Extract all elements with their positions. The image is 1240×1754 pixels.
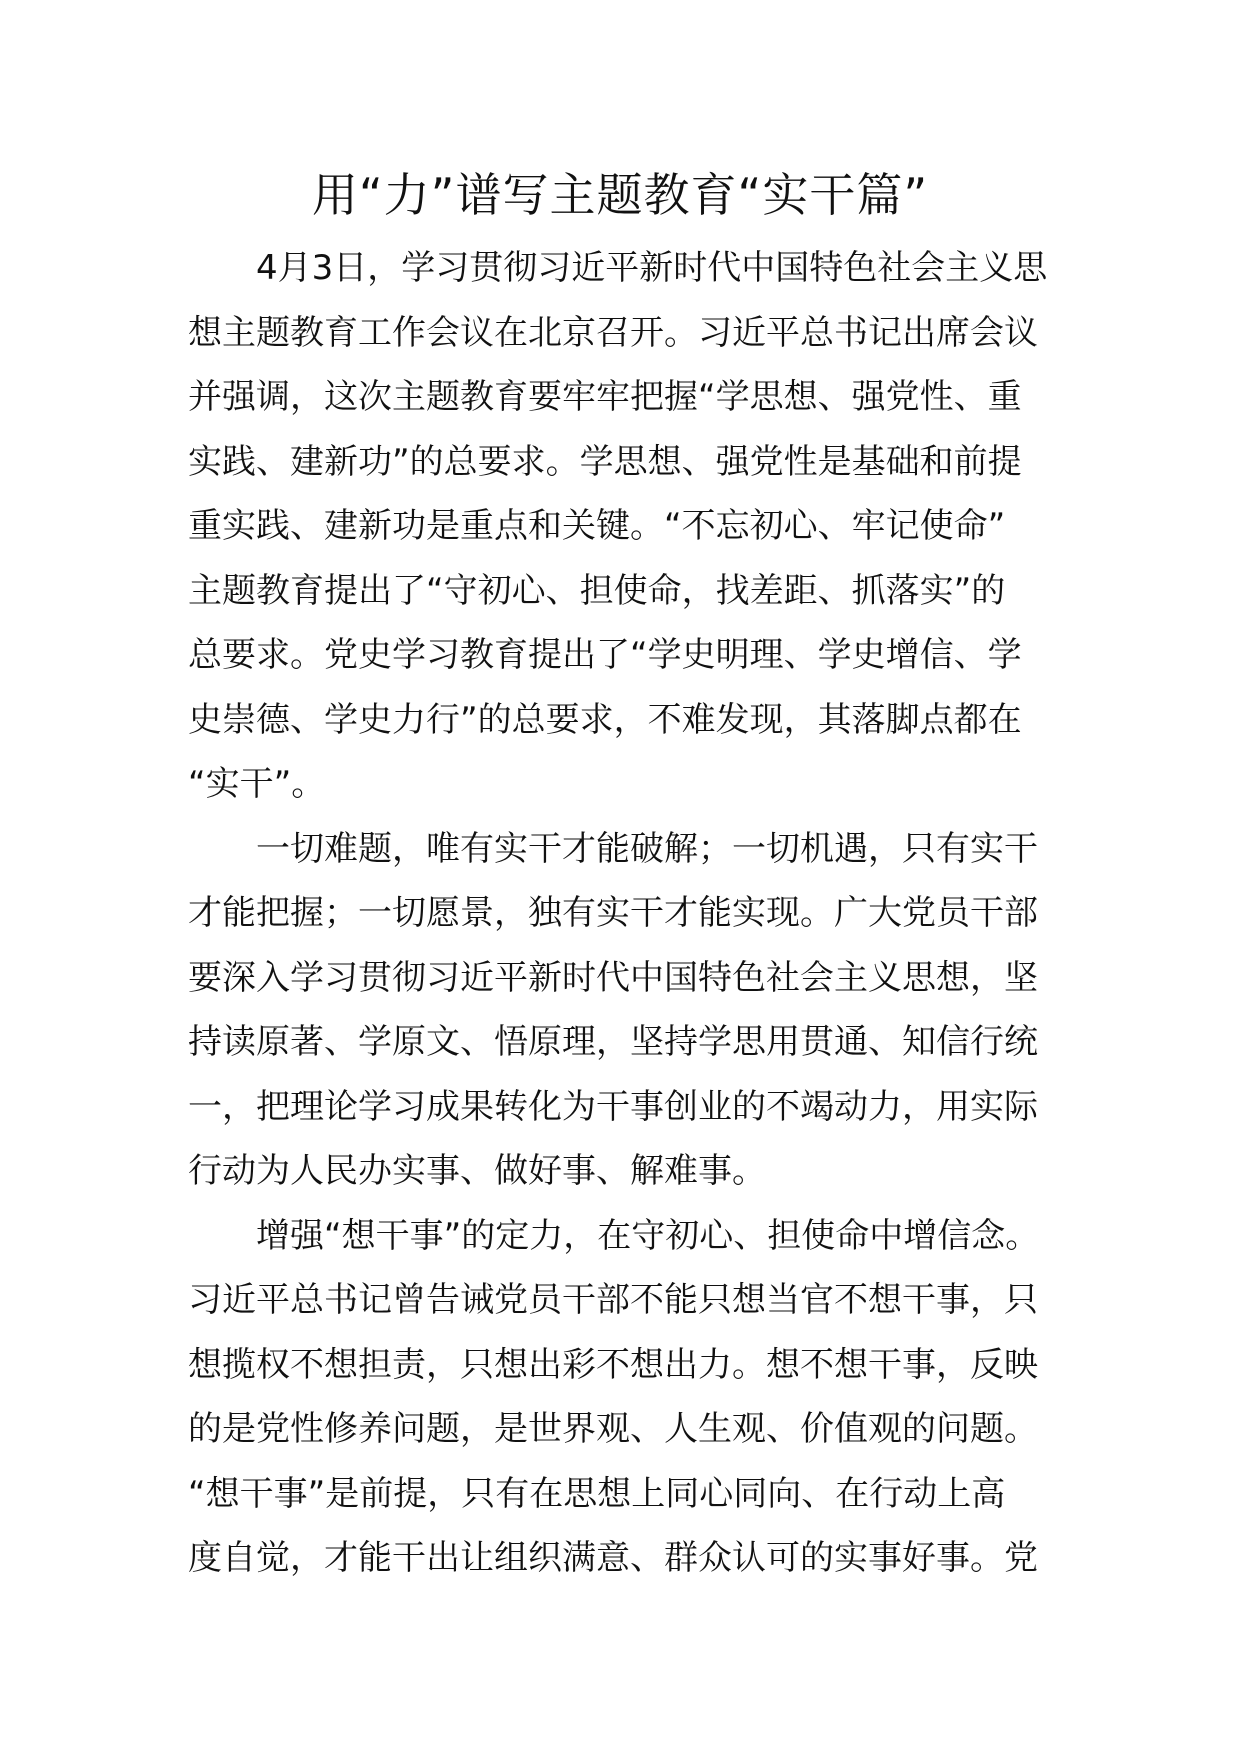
paragraph-line: 4月3日，学习贯彻习近平新时代中国特色社会主义思: [256, 248, 1048, 288]
paragraph-line: 要深入学习贯彻习近平新时代中国特色社会主义思想，坚: [188, 957, 1038, 998]
paragraph-line: 想主题教育工作会议在北京召开。习近平总书记出席会议: [188, 312, 1038, 353]
paragraph-line: “想干事”是前提，只有在思想上同心同向、在行动上高: [188, 1473, 1006, 1514]
document-body: [188, 236, 1058, 1591]
paragraph-line: 持读原著、学原文、悟原理，坚持学思用贯通、知信行统: [188, 1022, 1038, 1062]
paragraph-line: 总要求。党史学习教育提出了“学史明理、学史增信、学: [188, 635, 1022, 675]
paragraph-line: 并强调，这次主题教育要牢牢把握“学思想、强党性、重: [188, 377, 1022, 417]
paragraph-line: 才能把握；一切愿景，独有实干才能实现。广大党员干部: [188, 893, 1038, 933]
paragraph-line: 增强“想干事”的定力，在守初心、担使命中增信念。: [256, 1215, 1040, 1256]
paragraph-line: “实干”。: [188, 764, 326, 804]
paragraph-line: 重实践、建新功是重点和关键。“不忘初心、牢记使命”: [188, 506, 1006, 546]
paragraph-line: 度自觉，才能干出让组织满意、群众认可的实事好事。党: [188, 1538, 1038, 1578]
paragraph-line: 主题教育提出了“守初心、担使命，找差距、抓落实”的: [188, 570, 1006, 611]
document-title: 用“力”谱写主题教育“实干篇”: [311, 168, 929, 222]
paragraph-line: 想揽权不想担责，只想出彩不想出力。想不想干事，反映: [188, 1344, 1038, 1385]
paragraph-line: 一切难题，唯有实干才能破解；一切机遇，只有实干: [256, 828, 1038, 869]
paragraph-line: 的是党性修养问题，是世界观、人生观、价值观的问题。: [188, 1409, 1038, 1449]
paragraph-line: 行动为人民办实事、做好事、解难事。: [188, 1151, 766, 1191]
paragraph-line: 习近平总书记曾告诫党员干部不能只想当官不想干事，只: [188, 1280, 1038, 1320]
paragraph-line: 一，把理论学习成果转化为干事创业的不竭动力，用实际: [188, 1086, 1038, 1127]
paragraph-line: 史崇德、学史力行”的总要求，不难发现，其落脚点都在: [188, 699, 1022, 740]
paragraph-line: 实践、建新功”的总要求。学思想、强党性是基础和前提: [188, 441, 1022, 482]
